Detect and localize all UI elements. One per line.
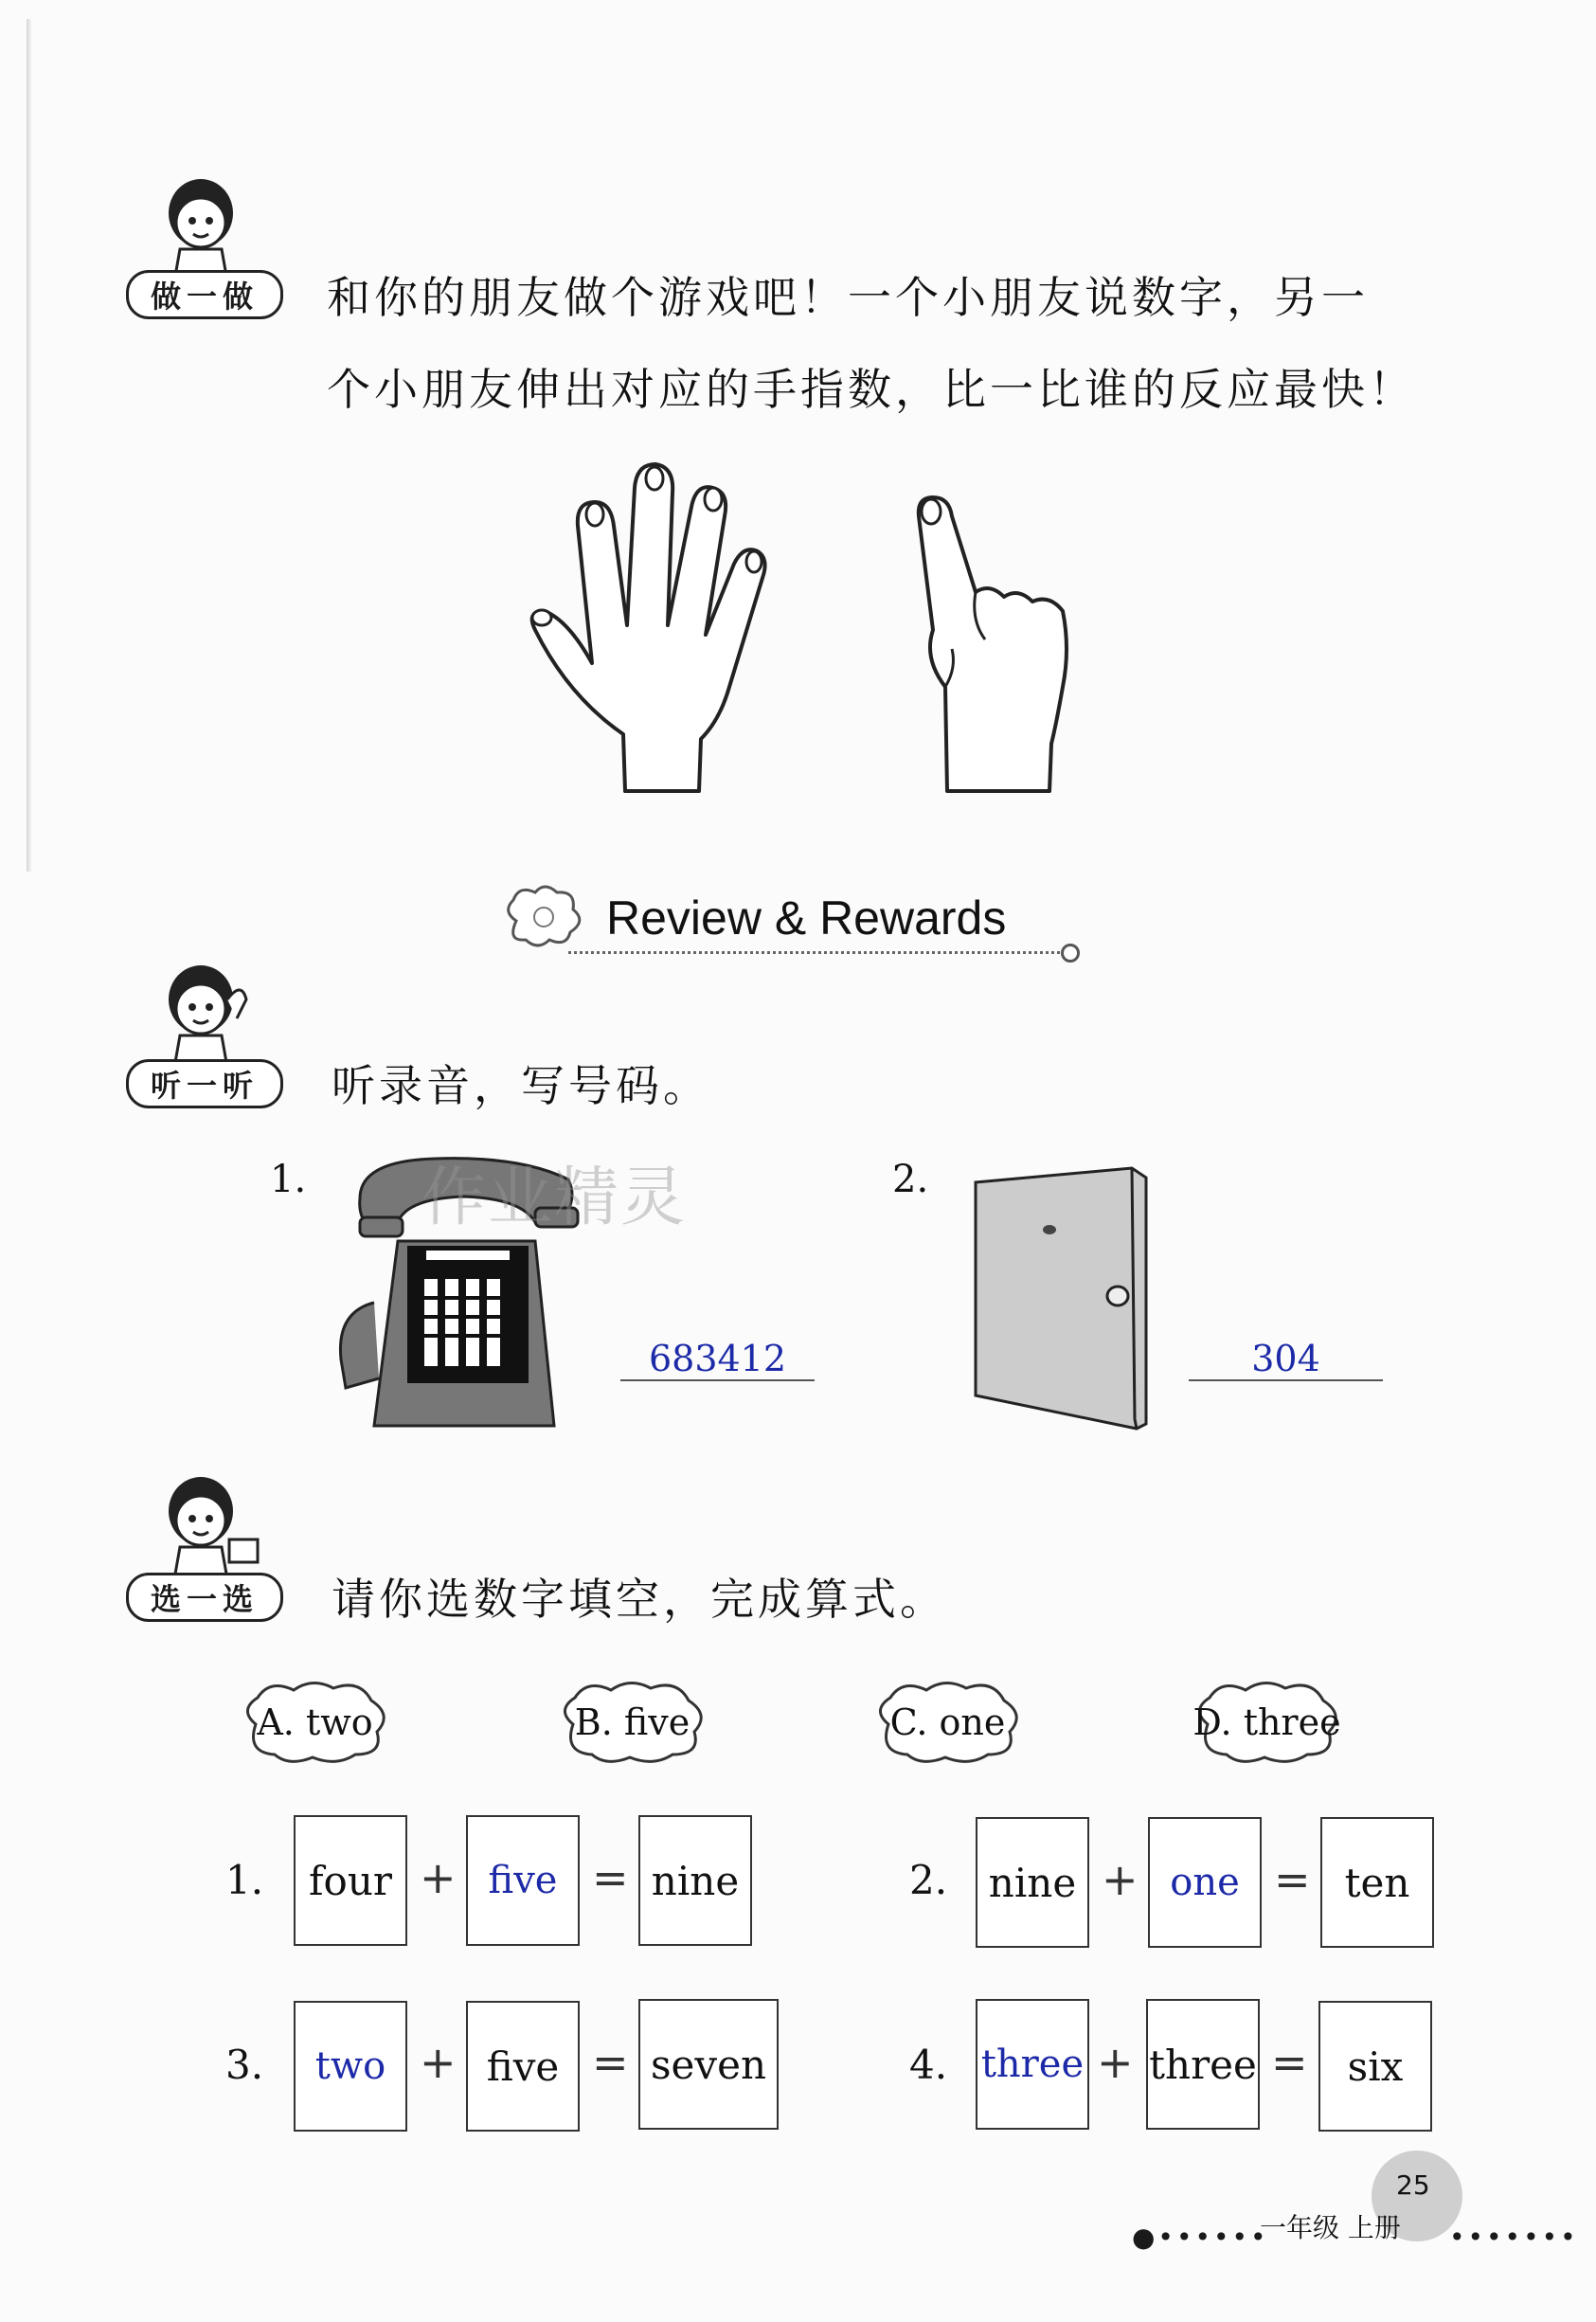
- door-icon: [966, 1163, 1156, 1438]
- equation-3-plus: +: [420, 2037, 457, 2088]
- girl-listening-mascot-icon: [152, 962, 265, 1075]
- equation-4-number: 4.: [909, 2042, 948, 2088]
- equation-4-plus: +: [1097, 2037, 1134, 2088]
- option-b-label: B. five: [574, 1701, 690, 1743]
- equation-1-result: nine: [638, 1815, 752, 1946]
- item-number-2: 2.: [892, 1158, 929, 1201]
- phone-number-answer: 683412: [620, 1338, 815, 1381]
- equation-2-number: 2.: [909, 1857, 948, 1903]
- equation-3-operand-b: five: [466, 2001, 580, 2132]
- option-c-label: C. one: [889, 1701, 1006, 1743]
- equation-3-number: 3.: [225, 2042, 264, 2088]
- equation-1-answer-b: five: [466, 1815, 580, 1946]
- listen-instruction: 听录音，写号码。: [332, 1060, 710, 1111]
- page-number: 25: [1396, 2169, 1430, 2201]
- door-number-answer: 304: [1189, 1338, 1383, 1381]
- page-edge-shadow: [27, 19, 32, 872]
- equation-4-equals: =: [1271, 2037, 1308, 2088]
- equation-2-plus: +: [1102, 1854, 1139, 1905]
- one-finger-hand-icon: [900, 488, 1080, 810]
- equation-1-equals: =: [592, 1852, 629, 1903]
- badge-choose: 选一选: [126, 1573, 283, 1622]
- equation-4-answer-a: three: [976, 1999, 1089, 2130]
- option-d-label: D. three: [1193, 1701, 1341, 1743]
- instruction-line-1: 和你的朋友做个游戏吧！一个小朋友说数字，另一: [327, 272, 1369, 323]
- option-c-cloud: [870, 1677, 1026, 1767]
- equation-1-plus: +: [420, 1852, 457, 1903]
- equation-3-answer-a: two: [294, 2001, 407, 2132]
- review-underline-dot: [1061, 944, 1080, 963]
- equation-3-result: seven: [638, 1999, 779, 2130]
- equation-4-result: six: [1318, 2001, 1432, 2132]
- watermark: 作业精灵: [421, 1161, 688, 1235]
- equation-2-result: ten: [1320, 1817, 1434, 1948]
- girl-thinking-mascot-icon: [152, 1473, 265, 1587]
- review-rewards-title: Review & Rewards: [606, 891, 1007, 945]
- instruction-line-2: 个小朋友伸出对应的手指数，比一比谁的反应最快！: [327, 364, 1416, 415]
- open-hand-icon: [511, 459, 796, 810]
- choose-instruction: 请你选数字填空，完成算式。: [332, 1574, 947, 1625]
- equation-2-equals: =: [1274, 1854, 1311, 1905]
- flower-cloud-icon: [502, 883, 587, 949]
- badge-listen: 听一听: [126, 1059, 283, 1108]
- footer-dots-left: ●••••••: [1132, 2222, 1269, 2253]
- review-underline: [568, 951, 1066, 954]
- badge-do-it: 做一做: [126, 270, 283, 319]
- option-a-cloud: [237, 1677, 393, 1767]
- option-d-cloud: [1189, 1677, 1345, 1767]
- equation-1-number: 1.: [225, 1857, 264, 1903]
- equation-3-equals: =: [592, 2037, 629, 2088]
- equation-2-answer-b: one: [1148, 1817, 1262, 1948]
- footer-dots-right: •••••••: [1449, 2222, 1579, 2253]
- option-b-cloud: [554, 1677, 710, 1767]
- equation-2-operand-a: nine: [976, 1817, 1089, 1948]
- footer-grade: 一年级 上册: [1260, 2212, 1401, 2243]
- item-number-1: 1.: [270, 1158, 307, 1201]
- equation-1-operand-a: four: [294, 1815, 407, 1946]
- equation-4-operand-b: three: [1146, 1999, 1260, 2130]
- option-a-label: A. two: [257, 1701, 373, 1743]
